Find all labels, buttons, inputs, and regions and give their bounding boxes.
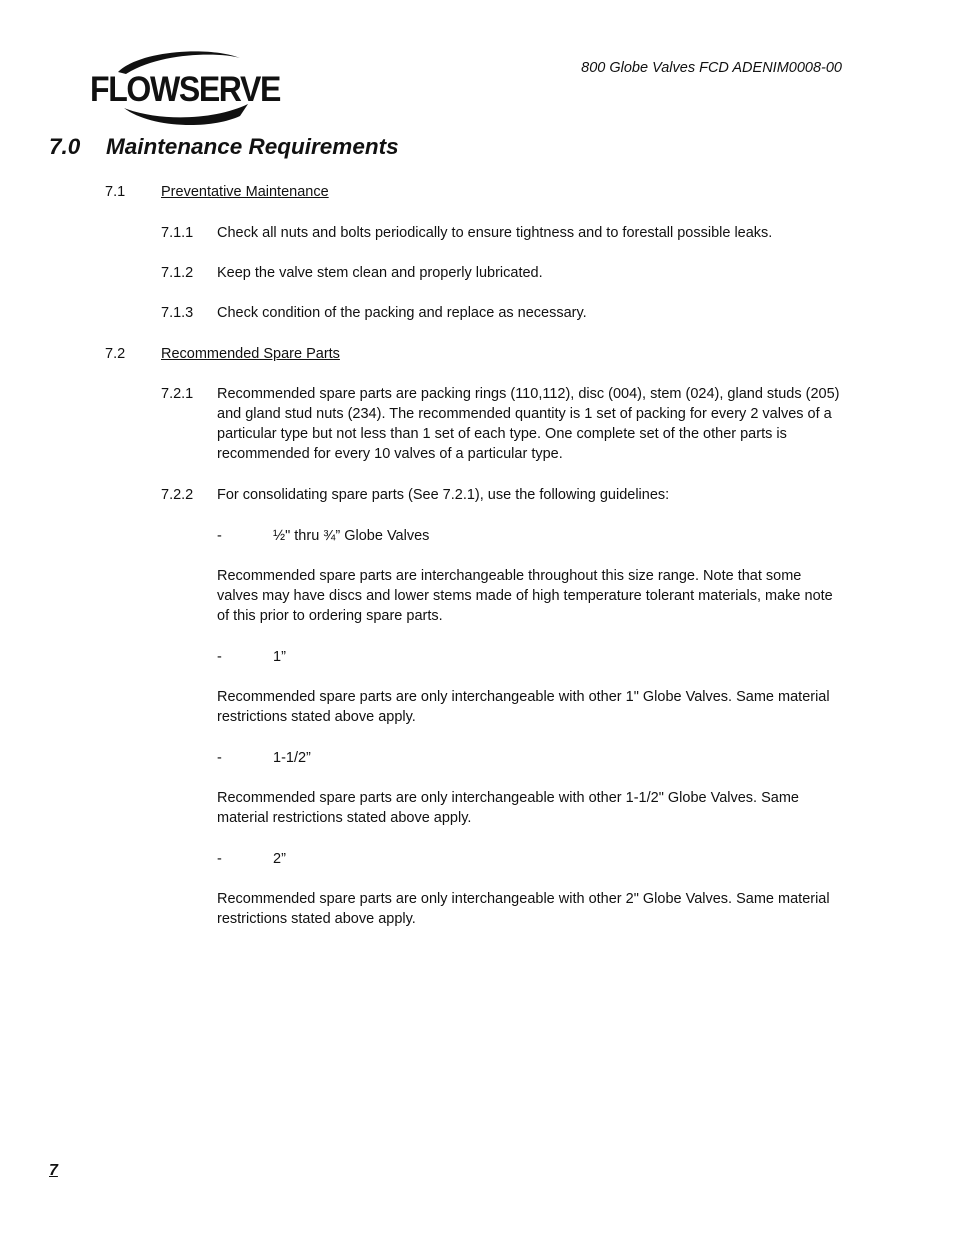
section-title bbox=[49, 133, 399, 161]
document-id: 800 Globe Valves FCD ADENIM0008-00 bbox=[581, 60, 842, 76]
dash: - bbox=[217, 649, 222, 665]
svg-text:FLOWSERVE: FLOWSERVE bbox=[90, 70, 281, 109]
subsection-7-2 bbox=[105, 344, 340, 364]
item-number: 7.1.2 bbox=[161, 265, 194, 281]
section-title-text: Maintenance Requirements bbox=[106, 134, 399, 159]
page-number: 7 bbox=[49, 1162, 58, 1179]
size-label: ½" thru ¾” Globe Valves bbox=[273, 528, 430, 544]
subsection-title: Recommended Spare Parts bbox=[161, 346, 340, 362]
item-number: 7.2.1 bbox=[161, 386, 194, 402]
guideline-text: Recommended spare parts are interchangeable throughout this size range. Note that some valves may have discs and lower stems made of high temperature tolerant materials, make note of this prior to ordering spare parts. bbox=[217, 568, 833, 624]
guideline-size bbox=[217, 849, 286, 869]
section-number: 7.0 bbox=[49, 134, 81, 159]
item-text: Check all nuts and bolts periodically to ensure tightness and to forestall possible leaks. bbox=[217, 225, 773, 241]
guideline-text: Recommended spare parts are only interchangeable with other 1" Globe Valves. Same material restrictions stated above apply. bbox=[217, 689, 830, 725]
guideline-text: Recommended spare parts are only interchangeable with other 2" Globe Valves. Same material restrictions stated above apply. bbox=[217, 891, 830, 927]
guideline-size bbox=[217, 647, 286, 667]
subsection-title: Preventative Maintenance bbox=[161, 184, 329, 200]
subsection-number: 7.1 bbox=[105, 184, 126, 200]
dash: - bbox=[217, 528, 222, 544]
size-label: 2” bbox=[273, 851, 286, 867]
item-text: Recommended spare parts are packing rings (110,112), disc (004), stem (024), gland studs (205) and gland stud nuts (234). The recommended quantity is 1 set of packing for every 2 valves of a particular type but not less than 1 set of each type. One complete set of the other parts is recommended for every 10 valves of a particular type. bbox=[217, 386, 840, 462]
item-text: Check condition of the packing and replace as necessary. bbox=[217, 305, 587, 321]
guideline-text: Recommended spare parts are only interchangeable with other 1-1/2" Globe Valves. Same material restrictions stated above apply. bbox=[217, 790, 799, 826]
size-label: 1-1/2” bbox=[273, 750, 311, 766]
subsection-number: 7.2 bbox=[105, 346, 126, 362]
size-label: 1” bbox=[273, 649, 286, 665]
dash: - bbox=[217, 851, 222, 867]
item-number: 7.1.1 bbox=[161, 225, 194, 241]
guideline-size bbox=[217, 748, 311, 768]
guideline-size bbox=[217, 526, 429, 546]
dash: - bbox=[217, 750, 222, 766]
flowserve-logo bbox=[90, 46, 285, 126]
subsection-7-1 bbox=[105, 182, 329, 202]
item-number: 7.1.3 bbox=[161, 305, 194, 321]
item-text: Keep the valve stem clean and properly lubricated. bbox=[217, 265, 543, 281]
item-text: For consolidating spare parts (See 7.2.1), use the following guidelines: bbox=[217, 487, 670, 503]
item-number: 7.2.2 bbox=[161, 487, 194, 503]
